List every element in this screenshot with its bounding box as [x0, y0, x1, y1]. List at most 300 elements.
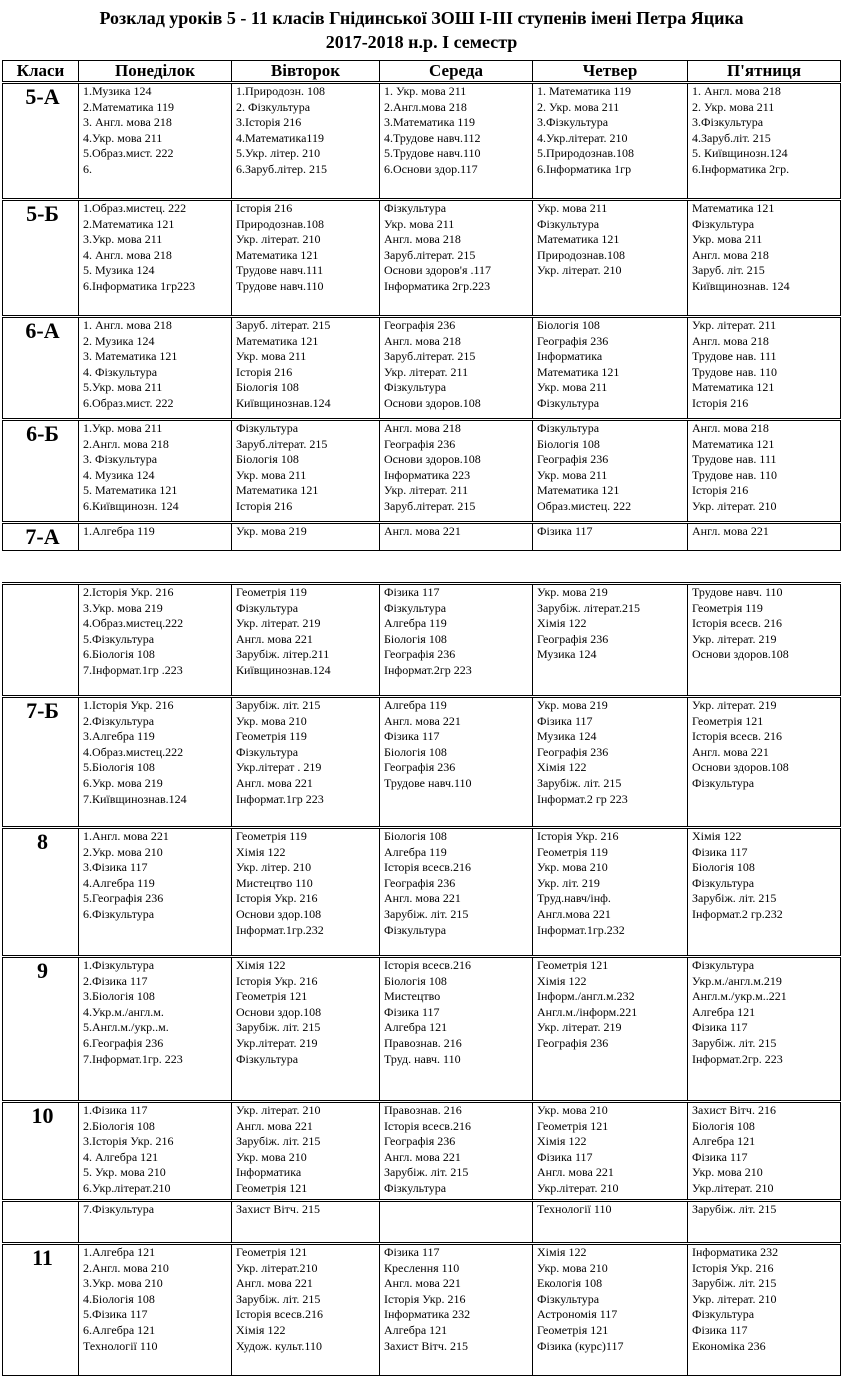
lesson-entry: Зарубіж. літ. 215	[236, 1020, 321, 1035]
lesson-entry: 4.Заруб.літ. 215	[692, 130, 771, 145]
lesson-entry: Заруб. літ. 215	[692, 263, 765, 278]
lesson-entry: Алгебра 121	[692, 1134, 756, 1149]
lesson-entry: Геометрія 121	[537, 1322, 609, 1337]
lesson-entry: 7.Інформат.1гр. 223	[83, 1051, 183, 1066]
lesson-entry: Алгебра 121	[384, 1020, 448, 1035]
lesson-entry: 2.Англ. мова 210	[83, 1260, 169, 1275]
lesson-entry: Природознав.108	[537, 247, 626, 262]
lesson-entry: Природознав.108	[236, 216, 325, 231]
lesson-entry: 5.Укр. мова 211	[83, 380, 163, 395]
lesson-entry: 1.Образ.мистец. 222	[83, 201, 187, 215]
lesson-entry: Заруб.літерат. 215	[384, 349, 476, 364]
lesson-entry: Образ.мистец. 222	[537, 498, 632, 513]
day-cell-tuesday	[232, 697, 380, 828]
lesson-entry: Математика 121	[692, 436, 775, 451]
lesson-entry: Фізкультура	[236, 421, 299, 435]
lesson-entry: Англ. мова 218	[692, 247, 769, 262]
lesson-entry: Заруб. літерат. 215	[236, 318, 331, 332]
lesson-entry: Математика 121	[692, 201, 775, 215]
lesson-entry: Фізкультура	[384, 922, 447, 937]
lesson-entry: 3.Математика 119	[384, 115, 475, 130]
lesson-entry	[384, 1218, 532, 1234]
lesson-entry: Зарубіж. літ. 215	[384, 906, 469, 921]
lesson-entry: Географія 236	[384, 436, 456, 451]
lesson-entry: 6.	[83, 161, 92, 176]
lesson-entry: Укр. мова 211	[384, 216, 455, 231]
lesson-entry: 5. Математика 121	[83, 483, 178, 498]
day-cell-tuesday	[232, 83, 380, 200]
lesson-entry: Трудове навч. 110	[692, 585, 783, 599]
lesson-entry	[692, 792, 840, 808]
lesson-entry: 2.Англ.мова 218	[384, 99, 467, 114]
lesson-entry: 6.Алгебра 121	[83, 1322, 156, 1337]
day-cell-monday	[79, 1244, 232, 1376]
day-cell-tuesday	[232, 317, 380, 420]
lesson-entry: 7.Інформат.1гр .223	[83, 662, 183, 677]
lesson-entry: Укр. літерат.210	[236, 1260, 318, 1275]
lesson-entry: 3. Англ. мова 218	[83, 115, 172, 130]
lesson-entry: Алгебра 121	[384, 1322, 448, 1337]
lesson-entry: 4.Алгебра 119	[83, 875, 155, 890]
lesson-entry: Зарубіж. літ. 215	[692, 1276, 777, 1291]
lesson-entry: 7.Київщинознав.124	[83, 791, 187, 806]
lesson-entry: Біологія 108	[236, 452, 299, 467]
lesson-entry: Географія 236	[384, 318, 456, 332]
lesson-entry: Хімія 122	[236, 844, 286, 859]
lesson-entry: 2. Фізкультура	[236, 99, 311, 114]
lesson-entry: Англ. мова 218	[384, 232, 461, 247]
header-thursday: Четвер	[533, 61, 688, 83]
day-cell-friday	[688, 697, 841, 828]
lesson-entry: Геометрія 121	[537, 958, 609, 972]
day-cell-wednesday	[380, 200, 533, 317]
lesson-entry: Хімія 122	[537, 760, 587, 775]
lesson-entry: Фізика 117	[692, 1149, 748, 1164]
day-cell-wednesday	[380, 523, 533, 551]
lesson-entry: Трудове навч.110	[384, 775, 472, 790]
lesson-entry: 6.Географія 236	[83, 1035, 164, 1050]
lesson-entry: Заруб.літерат. 215	[384, 247, 476, 262]
class-row	[3, 1102, 841, 1201]
lesson-entry: 1. Англ. мова 218	[692, 84, 781, 98]
lesson-entry: 3. Фізкультура	[83, 452, 158, 467]
lesson-entry: Основи здоров.108	[384, 452, 481, 467]
lesson-entry: Економіка 236	[692, 1338, 766, 1353]
lesson-entry: Біологія 108	[384, 631, 447, 646]
lesson-entry: Зарубіж. літ. 215	[236, 698, 321, 712]
lesson-entry: Укр.м./англ.м.219	[692, 973, 782, 988]
lesson-entry: Захист Вітч. 215	[384, 1338, 468, 1353]
lesson-entry: 4. Алгебра 121	[83, 1149, 159, 1164]
lesson-entry: Алгебра 119	[384, 844, 447, 859]
lesson-entry: 1.Укр. мова 211	[83, 421, 163, 435]
lesson-entry: Зарубіж. літ. 215	[692, 1202, 777, 1216]
lesson-entry: Труд.навч/інф.	[537, 891, 611, 906]
lesson-entry	[692, 923, 840, 939]
day-cell-tuesday	[232, 200, 380, 317]
lesson-entry: Зарубіж. літ. 215	[384, 1165, 469, 1180]
lesson-entry: Фізкультура	[537, 216, 600, 231]
lesson-entry: Укр. літерат. 211	[692, 318, 777, 332]
lesson-entry: Історія 216	[236, 364, 293, 379]
lesson-entry: 5.Фізкультура	[83, 631, 155, 646]
lesson-entry: 1.Музика 124	[83, 84, 152, 98]
day-cell-monday	[79, 200, 232, 317]
lesson-entry: 3.Фізкультура	[537, 115, 609, 130]
lesson-entry: Біологія 108	[537, 436, 600, 451]
lesson-entry: Фізкультура	[236, 744, 299, 759]
lesson-entry: Біологія 108	[384, 744, 447, 759]
lesson-entry: Математика 121	[236, 247, 319, 262]
lesson-entry: Фізика (курс)117	[537, 1338, 624, 1353]
lesson-entry: 5.Трудове навч.110	[384, 146, 481, 161]
lesson-entry: Інформат.1гр.232	[236, 922, 324, 937]
lesson-entry	[692, 1218, 840, 1234]
lesson-entry: 4.Математика119	[236, 130, 324, 145]
class-row	[3, 317, 841, 420]
lesson-entry: 1.Алгебра 119	[83, 524, 155, 538]
lesson-entry: 2.Фізкультура	[83, 713, 155, 728]
lesson-entry: Історія 216	[236, 201, 293, 215]
lesson-entry: 1.Фізкультура	[83, 958, 155, 972]
lesson-entry: Хімія 122	[692, 829, 742, 843]
day-cell-tuesday	[232, 957, 380, 1102]
class-row	[3, 1201, 841, 1244]
lesson-entry: Укр. мова 211	[236, 349, 307, 364]
lesson-entry: Трудове навч.110	[236, 278, 324, 293]
day-cell-monday	[79, 1201, 232, 1244]
lesson-entry: Геометрія 119	[236, 585, 307, 599]
lesson-entry: Укр. мова 211	[537, 380, 608, 395]
lesson-entry: Географія 236	[537, 452, 609, 467]
lesson-entry: Біологія 108	[384, 973, 447, 988]
lesson-entry: Історія Укр. 216	[236, 973, 318, 988]
lesson-entry: Труд. навч. 110	[384, 1051, 461, 1066]
class-row	[3, 420, 841, 523]
lesson-entry: Математика 121	[537, 232, 620, 247]
lesson-entry: 5.Англ.м./укр..м.	[83, 1020, 169, 1035]
lesson-entry: 6.Київщинозн. 124	[83, 498, 179, 513]
class-row	[3, 200, 841, 317]
lesson-entry: Англ.м./інформ.221	[537, 1004, 638, 1019]
lesson-entry: Алгебра 121	[692, 1004, 756, 1019]
lesson-entry: Біологія 108	[236, 380, 299, 395]
lesson-entry: Англ. мова 221	[236, 1276, 313, 1291]
lesson-entry: 2.Біологія 108	[83, 1118, 155, 1133]
lesson-entry: Зарубіж. літер.211	[236, 647, 330, 662]
lesson-entry: Історія Укр. 216	[692, 1260, 774, 1275]
lesson-entry: Укр. мова 219	[537, 698, 608, 712]
lesson-entry: Музика 124	[537, 729, 597, 744]
lesson-entry: Англ.м./укр.м..221	[692, 989, 787, 1004]
lesson-entry: 2.Математика 119	[83, 99, 174, 114]
lesson-entry: Англ. мова 221	[692, 524, 769, 538]
day-cell-wednesday	[380, 1102, 533, 1201]
lesson-entry: Зарубіж. літерат.215	[537, 600, 641, 615]
lesson-entry: 6.Основи здор.117	[384, 161, 478, 176]
lesson-entry: Геометрія 121	[236, 1180, 308, 1195]
lesson-entry: 3.Фізика 117	[83, 860, 148, 875]
lesson-entry: Фізкультура	[236, 600, 299, 615]
lesson-entry: Геометрія 121	[236, 989, 308, 1004]
lesson-entry: Фізика 117	[537, 1149, 593, 1164]
lesson-entry: Інформатика 2гр.223	[384, 278, 491, 293]
lesson-entry: 2.Історія Укр. 216	[83, 585, 174, 599]
lesson-entry: Фізика 117	[384, 585, 440, 599]
lesson-entry: Укр.літерат. 219	[236, 1035, 318, 1050]
lesson-entry: Укр. літ. 219	[537, 875, 600, 890]
lesson-entry: Математика 121	[692, 380, 775, 395]
lesson-entry: Фізкультура	[384, 380, 447, 395]
lesson-entry: Основи здор.108	[236, 1004, 322, 1019]
day-cell-tuesday	[232, 420, 380, 523]
lesson-entry: Фізика 117	[384, 729, 440, 744]
lesson-entry: Геометрія 121	[236, 1245, 308, 1259]
day-cell-thursday	[533, 828, 688, 957]
lesson-entry: Фізкультура	[537, 395, 600, 410]
lesson-entry: Біологія 108	[384, 829, 447, 843]
lesson-entry: Географія 236	[537, 631, 609, 646]
lesson-entry: Укр. мова 210	[692, 1165, 763, 1180]
lesson-entry: Біологія 108	[692, 860, 755, 875]
lesson-entry: Історія всесв.216	[236, 1307, 323, 1322]
lesson-entry: 3.Історія Укр. 216	[83, 1134, 174, 1149]
lesson-entry: 5.Природознав.108	[537, 146, 635, 161]
day-cell-friday	[688, 200, 841, 317]
lesson-entry: Фізика 117	[692, 844, 748, 859]
day-cell-monday	[79, 83, 232, 200]
lesson-entry: Музика 124	[537, 647, 597, 662]
day-cell-wednesday	[380, 1244, 533, 1376]
lesson-entry: Фізкультура	[537, 1291, 600, 1306]
class-row	[3, 957, 841, 1102]
lesson-entry: Фізкультура	[384, 1180, 447, 1195]
schedule-title: Розклад уроків 5 - 11 класів Гнідинської ЗОШ І-ІІІ ступенів імені Петра Яцика	[99, 8, 744, 28]
day-cell-wednesday	[380, 1201, 533, 1244]
day-cell-tuesday	[232, 1102, 380, 1201]
lesson-entry: Укр. мова 211	[236, 467, 307, 482]
lesson-entry: Інформат.2гр. 223	[692, 1051, 783, 1066]
lesson-entry: 6.Інформатика 2гр.	[692, 161, 790, 176]
lesson-entry: Заруб.літерат. 215	[236, 436, 328, 451]
lesson-entry: 3.Алгебра 119	[83, 729, 155, 744]
lesson-entry: Інформатика 232	[692, 1245, 779, 1259]
header-monday: Понеділок	[79, 61, 232, 83]
lesson-entry: Київщинознав.124	[236, 662, 331, 677]
lesson-entry: Англ.мова 221	[537, 906, 611, 921]
day-cell-friday	[688, 1102, 841, 1201]
header-tuesday: Вівторок	[232, 61, 380, 83]
lesson-entry: Англ. мова 221	[236, 1118, 313, 1133]
lesson-entry	[692, 663, 840, 679]
lesson-entry: 2.Математика 121	[83, 216, 175, 231]
day-cell-thursday	[533, 1201, 688, 1244]
day-cell-friday	[688, 957, 841, 1102]
lesson-entry: Фізкультура	[692, 775, 755, 790]
day-cell-monday	[79, 1102, 232, 1201]
day-cell-friday	[688, 1201, 841, 1244]
lesson-entry	[537, 663, 687, 679]
lesson-entry: Історія Укр. 216	[384, 1291, 466, 1306]
day-cell-friday	[688, 523, 841, 551]
lesson-entry: Інформатика	[537, 349, 603, 364]
lesson-entry: Хімія 122	[537, 1134, 587, 1149]
lesson-entry: Алгебра 119	[384, 616, 447, 631]
lesson-entry: Укр. літерат. 211	[384, 483, 469, 498]
lesson-entry: Географія 236	[384, 875, 456, 890]
header-wednesday: Середа	[380, 61, 533, 83]
lesson-entry: Трудове нав. 110	[692, 364, 777, 379]
lesson-entry: 6.Фізкультура	[83, 906, 155, 921]
lesson-entry: 6.Образ.мист. 222	[83, 395, 174, 410]
day-cell-friday	[688, 317, 841, 420]
lesson-entry: Укр. літер. 210	[236, 860, 312, 875]
lesson-entry: 4. Музика 124	[83, 467, 155, 482]
lesson-entry: Геометрія 119	[537, 844, 608, 859]
day-cell-monday	[79, 828, 232, 957]
lesson-entry: Історія всесв. 216	[692, 729, 782, 744]
lesson-entry: 3.Біологія 108	[83, 989, 155, 1004]
lesson-entry: 2.Англ. мова 218	[83, 436, 169, 451]
lesson-entry: Інформ./англ.м.232	[537, 989, 635, 1004]
lesson-entry: Мистецтво 110	[236, 875, 313, 890]
lesson-entry: Англ. мова 218	[384, 421, 461, 435]
lesson-entry: Геометрія 119	[236, 829, 307, 843]
lesson-entry: Геометрія 121	[537, 1118, 609, 1133]
lesson-entry: Інформат.1гр 223	[236, 791, 324, 806]
header-row	[3, 61, 841, 83]
lesson-entry: 6.Заруб.літер. 215	[236, 161, 328, 176]
lesson-entry: 1.Англ. мова 221	[83, 829, 169, 843]
day-cell-thursday	[533, 420, 688, 523]
lesson-entry: Фізкультура	[384, 600, 447, 615]
lesson-entry: Укр. мова 211	[692, 232, 763, 247]
lesson-entry: Англ. мова 218	[692, 421, 769, 435]
lesson-entry: 4.Укр.м./англ.м.	[83, 1004, 164, 1019]
class-name: 7-Б	[3, 697, 79, 828]
lesson-entry: 4.Образ.мистец.222	[83, 744, 184, 759]
lesson-entry: Англ. мова 221	[384, 891, 461, 906]
lesson-entry: 1.Природозн. 108	[236, 84, 326, 98]
lesson-entry: Фізика 117	[384, 1004, 440, 1019]
lesson-entry: Англ. мова 221	[537, 1165, 614, 1180]
lesson-entry: Правознав. 216	[384, 1103, 462, 1117]
lesson-entry: Укр. мова 210	[236, 713, 307, 728]
lesson-entry: Технології 110	[537, 1202, 612, 1216]
lesson-entry: Історія всесв.216	[384, 958, 471, 972]
lesson-entry: Укр. літерат. 210	[236, 1103, 321, 1117]
lesson-entry: Географія 236	[384, 760, 456, 775]
lesson-entry: Геометрія 121	[692, 713, 764, 728]
lesson-entry: Інформат.2гр 223	[384, 662, 472, 677]
lesson-entry: 2. Укр. мова 211	[537, 99, 620, 114]
day-cell-wednesday	[380, 957, 533, 1102]
lesson-entry: Фізкультура	[692, 875, 755, 890]
lesson-entry: 6.Біологія 108	[83, 647, 155, 662]
lesson-entry: Інформатика 232	[384, 1307, 471, 1322]
lesson-entry: Хімія 122	[537, 1245, 587, 1259]
lesson-entry: Основи здоров.108	[384, 395, 481, 410]
class-row	[3, 523, 841, 551]
lesson-entry: Англ. мова 221	[384, 524, 461, 538]
lesson-entry: 3.Історія 216	[236, 115, 302, 130]
lesson-entry: Укр. мова 210	[537, 860, 608, 875]
lesson-entry: Інформат.2 гр 223	[537, 791, 628, 806]
lesson-entry: Трудове нав. 111	[692, 349, 777, 364]
lesson-entry: Укр.літерат . 219	[236, 760, 322, 775]
lesson-entry: Укр. мова 219	[537, 585, 608, 599]
lesson-entry: 3.Укр. мова 211	[83, 232, 163, 247]
day-cell-wednesday	[380, 317, 533, 420]
lesson-entry: Укр. літерат. 211	[384, 364, 469, 379]
day-cell-monday	[79, 523, 232, 551]
lesson-entry: Екологія 108	[537, 1276, 603, 1291]
lesson-entry: 2. Укр. мова 211	[692, 99, 775, 114]
lesson-entry: Англ. мова 221	[384, 1149, 461, 1164]
lesson-entry: 5.Географія 236	[83, 891, 164, 906]
lesson-entry: Київщинознав. 124	[692, 278, 790, 293]
day-cell-thursday	[533, 83, 688, 200]
lesson-entry: Географія 236	[537, 744, 609, 759]
lesson-entry: Зарубіж. літ. 215	[236, 1134, 321, 1149]
class-name: 11	[3, 1244, 79, 1376]
lesson-entry: Основи здоров'я .117	[384, 263, 492, 278]
lesson-entry: 6.Укр.літерат.210	[83, 1180, 171, 1195]
lesson-entry: Математика 121	[537, 483, 620, 498]
class-name: 10	[3, 1102, 79, 1201]
lesson-entry: Укр. літерат. 219	[692, 698, 777, 712]
day-cell-thursday	[533, 1102, 688, 1201]
class-name: 6-Б	[3, 420, 79, 523]
lesson-entry	[384, 792, 532, 808]
day-cell-monday	[79, 420, 232, 523]
class-name: 8	[3, 828, 79, 957]
lesson-entry: Зарубіж. літ. 215	[692, 1035, 777, 1050]
lesson-entry: 6.Інформатика 1гр	[537, 161, 632, 176]
lesson-entry: Київщинознав.124	[236, 395, 331, 410]
lesson-entry: Математика 121	[537, 364, 620, 379]
lesson-entry: Зарубіж. літ. 215	[537, 775, 622, 790]
lesson-entry: 4.Трудове навч.112	[384, 130, 481, 145]
lesson-entry	[537, 279, 687, 295]
lesson-entry: 5. Музика 124	[83, 263, 155, 278]
class-name: 7-А	[3, 523, 79, 551]
lesson-entry: 6.Інформатика 1гр223	[83, 278, 196, 293]
lesson-entry: Захист Вітч. 216	[692, 1103, 776, 1117]
lesson-entry: Математика 121	[236, 483, 319, 498]
lesson-entry: 4. Фізкультура	[83, 364, 158, 379]
lesson-entry: Трудове нав. 110	[692, 467, 777, 482]
lesson-entry: 5.Укр. літер. 210	[236, 146, 321, 161]
day-cell-thursday	[533, 584, 688, 697]
day-cell-friday	[688, 420, 841, 523]
lesson-entry: Фізкультура	[692, 958, 755, 972]
day-cell-friday	[688, 83, 841, 200]
lesson-entry: Укр.літерат. 210	[692, 1180, 774, 1195]
lesson-entry	[83, 923, 231, 939]
lesson-entry: Географія 236	[384, 647, 456, 662]
class-row	[3, 1244, 841, 1376]
lesson-entry: Хімія 122	[537, 616, 587, 631]
lesson-entry: Історія 216	[236, 498, 293, 513]
lesson-entry: 1.Фізика 117	[83, 1103, 148, 1117]
lesson-entry: Географія 236	[537, 1035, 609, 1050]
lesson-entry: Хімія 122	[236, 1322, 286, 1337]
class-name: 9	[3, 957, 79, 1102]
lesson-entry: 3.Укр. мова 219	[83, 600, 163, 615]
day-cell-wednesday	[380, 697, 533, 828]
lesson-entry: 1.Алгебра 121	[83, 1245, 156, 1259]
